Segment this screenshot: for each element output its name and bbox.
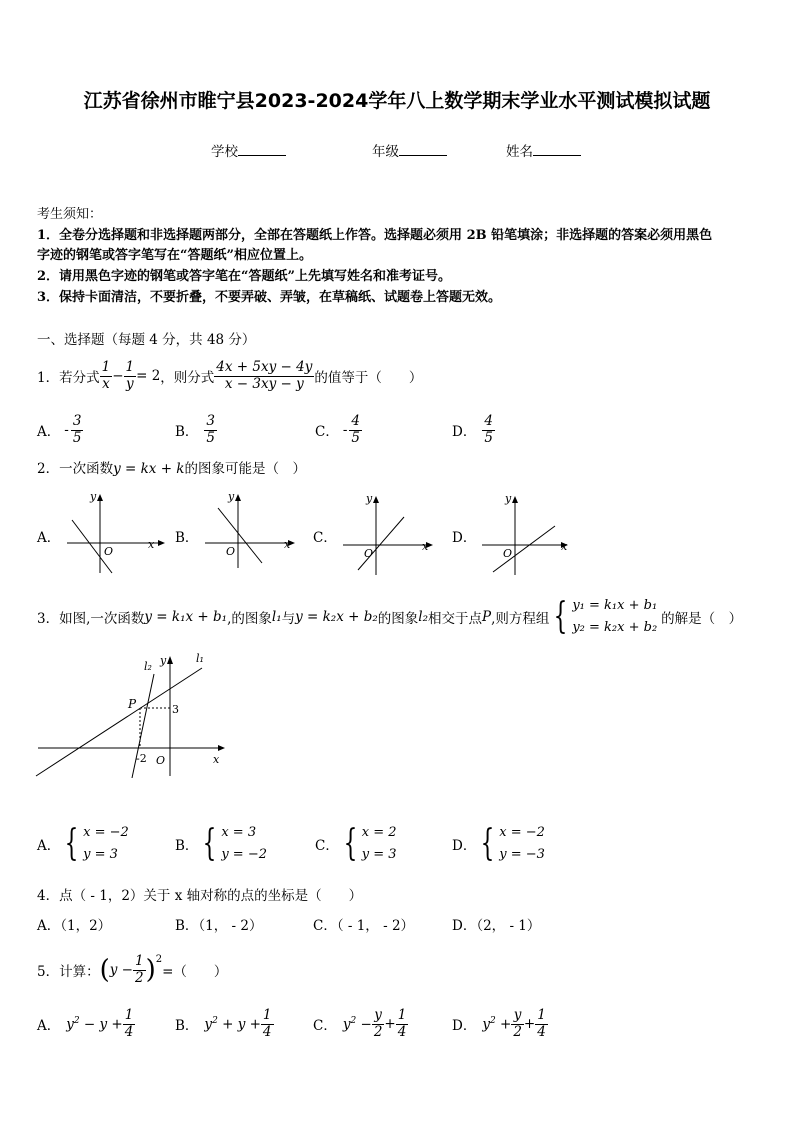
- q3-line-l1: [36, 668, 202, 776]
- q5-option-c[interactable]: C． $y^2$ − $\frac{y}{2}$ + $\frac{1}{4}$: [313, 1006, 407, 1040]
- grade-blank[interactable]: [399, 143, 447, 156]
- notice-line-1: 1．全卷分选择题和非选择题两部分，全部在答题纸上作答。选择题必须用 2B 铅笔填涂；非选择题的答案必须用黑色: [37, 228, 713, 243]
- svg-text:x: x: [148, 538, 155, 551]
- svg-text:x: x: [561, 540, 568, 553]
- svg-text:O: O: [226, 545, 236, 558]
- q1-option-d[interactable]: D． $\frac{4}{5}$: [452, 412, 493, 446]
- q1-mid: ，则分式: [160, 370, 215, 386]
- q2-option-d-label[interactable]: D．: [452, 530, 477, 546]
- q1-target-fraction: [214, 360, 314, 392]
- q1-post: 的值等于（ ）: [314, 370, 423, 386]
- question-5-stem: 5．计算： ( y − $\frac{1}{2}$ ) $^2$ =（ ）: [37, 952, 228, 986]
- svg-text:y: y: [366, 492, 373, 505]
- q3-label-3: 3: [172, 703, 179, 716]
- q5-option-d[interactable]: D． $y^2$ + $\frac{y}{2}$ + $\frac{1}{4}$: [452, 1006, 546, 1040]
- question-1-options: [37, 410, 757, 450]
- notice-line-2: 2．请用黑色字迹的钢笔或答字笔在“答题纸”上先填写姓名和准考证号。: [37, 269, 452, 284]
- q3-option-b[interactable]: B． { x = 3 y = −2: [175, 823, 267, 864]
- name-label: 姓名: [506, 144, 533, 160]
- question-2-stem: 2．一次函数y = kx + k的图象可能是（ ）: [37, 461, 306, 477]
- notice-line-3: 3．保持卡面清洁，不要折叠，不要弄破、弄皱，在草稿纸、试题卷上答题无效。: [37, 290, 502, 305]
- svg-text:x: x: [284, 538, 291, 551]
- q3-label-p: P: [128, 697, 137, 711]
- q1-target-denominator: x − 3xy − y: [224, 375, 304, 392]
- notice-heading: 考生须知：: [37, 207, 103, 222]
- school-blank[interactable]: [238, 143, 286, 156]
- q3-system: y₁ = k₁x + b₁ y₂ = k₂x + b₂: [572, 598, 658, 635]
- q1-option-c[interactable]: C． - $\frac{4}{5}$: [315, 412, 360, 446]
- question-1-stem: 1．若分式 $\frac{1}{x}$ − $\frac{1}{y}$ = 2 ，则分式 $\frac{4x + 5xy - 4y}{x - 3xy - y}$ 的值等于（ ）: [37, 358, 423, 392]
- q2-graph-b[interactable]: [200, 488, 310, 578]
- name-blank[interactable]: [533, 143, 581, 156]
- svg-text:O: O: [364, 547, 374, 560]
- q3-label-l1: l₁: [196, 652, 204, 665]
- q1-frac-1-over-y: $\frac{1}{y}$: [125, 358, 135, 392]
- q3-label-y: y: [160, 654, 167, 667]
- q2-option-c-label[interactable]: C．: [313, 530, 337, 546]
- q3-label-o: O: [156, 754, 166, 767]
- q1-target-numerator: 4x + 5xy − 4y: [216, 358, 313, 375]
- svg-text:O: O: [104, 545, 114, 558]
- q4-option-d[interactable]: D．（2， - 1）: [452, 918, 541, 934]
- q3-option-c[interactable]: C． { x = 2 y = 3: [315, 823, 397, 864]
- q1-frac-1-over-x: $\frac{1}{x}$: [101, 358, 111, 392]
- q3-graph: [30, 648, 240, 778]
- grade-label: 年级: [372, 144, 399, 160]
- svg-text:y: y: [228, 490, 235, 503]
- svg-text:y: y: [90, 490, 97, 503]
- q3-label-neg2: -2: [136, 752, 147, 765]
- svg-text:y: y: [505, 492, 512, 505]
- question-4-stem: 4．点（ - 1，2）关于 x 轴对称的点的坐标是（ ）: [37, 888, 363, 904]
- grade-field[interactable]: [372, 140, 447, 160]
- q1-option-b[interactable]: B． $\frac{3}{5}$: [175, 412, 216, 446]
- school-label: 学校: [211, 144, 238, 160]
- notice-line-1b: 字迹的钢笔或答字笔写在“答题纸”相应位置上。: [37, 248, 312, 263]
- svg-text:x: x: [422, 540, 429, 553]
- q2-graph-c[interactable]: [338, 490, 448, 580]
- svg-text:O: O: [503, 547, 513, 560]
- q5-option-a[interactable]: A． $y^2 - y$ + $\frac{1}{4}$: [37, 1006, 134, 1040]
- q3-label-x: x: [213, 753, 220, 766]
- q3-option-d[interactable]: D． { x = −2 y = −3: [452, 823, 545, 864]
- page-title: 江苏省徐州市睢宁县2023-2024学年八上数学期末学业水平测试模拟试题: [83, 90, 711, 112]
- q4-option-b[interactable]: B．（1， - 2）: [175, 918, 263, 934]
- name-field[interactable]: [506, 140, 581, 160]
- q2-option-b-label[interactable]: B．: [175, 530, 199, 546]
- section-heading: 一、选择题（每题 4 分，共 48 分）: [37, 332, 256, 348]
- q5-option-b[interactable]: B． $y^2 + y$ + $\frac{1}{4}$: [175, 1006, 272, 1040]
- q1-option-a[interactable]: A． - $\frac{3}{5}$: [37, 412, 82, 446]
- q1-pre: 1．若分式: [37, 370, 100, 386]
- question-3-stem: 3．如图,一次函数 y = k₁x + b₁ ,的图象 l₁ 与 y = k₂x + b₂ 的图象 l₂ 相交于点 P ,则方程组 { y₁ = k₁x + b₁ y₂ = k₂x + b₂ 的解是（ ）: [37, 596, 743, 637]
- q3-option-a[interactable]: A． { x = −2 y = 3: [37, 823, 129, 864]
- q1-eq2: = 2: [136, 368, 161, 384]
- q4-option-c[interactable]: C．（ - 1， - 2）: [313, 918, 415, 934]
- q3-label-l2: l₂: [144, 660, 152, 673]
- school-field[interactable]: [211, 140, 286, 160]
- q2-graph-a[interactable]: [62, 488, 172, 578]
- q2-graph-d[interactable]: [477, 490, 587, 580]
- q3-system-brace: {: [554, 596, 568, 637]
- q4-option-a[interactable]: A．（1，2）: [37, 918, 112, 934]
- q2-expr: y = kx + k: [113, 461, 185, 477]
- q2-option-a-label[interactable]: A．: [37, 530, 61, 546]
